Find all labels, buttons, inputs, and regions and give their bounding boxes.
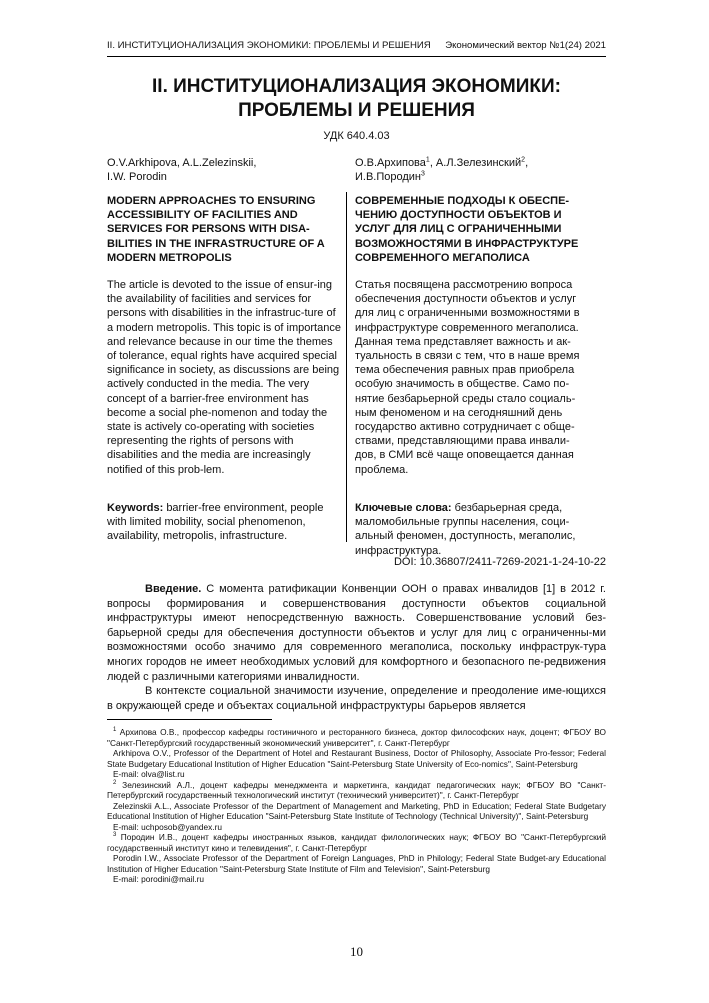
russian-author-separator: , [525,157,529,169]
body-paragraph-2: В контексте социальной значимости изучение, определение и преодоление име-ющихся в окружающей среде и объектах социальной инфраструктуры барьеров является [107,685,606,712]
body-text [107,582,606,713]
footnote-text: Porodin I.W., Associate Professor of the Department of Foreign Languages, PhD in Philology; Federal State Budget-ary Educational Institution of Higher Education "Saint-Petersburg State Institute of Film and Television", Saint-Petersburg [107,853,606,874]
russian-keywords-text: безбарьерная среда, маломобильные группы населения, соци-альный феномен, доступность, мегаполис, инфраструктура. [355,502,576,557]
footnote-text: Породин И.В., доцент кафедры иностранных языков, кандидат филологических наук; ФГБОУ ВО "Санкт-Петербургский государственный институт кино и телевидения", г. Санкт-Петербург [107,832,606,853]
russian-author-2: , А.Л.Зелезинский [429,157,522,169]
russian-keywords [355,501,591,558]
body-paragraph-1 [107,582,606,684]
footnote-line [107,748,606,769]
doi-link[interactable]: DOI: 10.36807/2411-7269-2021-1-24-10-22 [393,556,606,568]
russian-authors [355,156,591,194]
footnote-email[interactable]: E-mail: uchposob@yandex.ru [113,821,222,832]
footnote-line [107,874,606,885]
column-divider [346,192,347,542]
russian-abstract: Статья посвящена рассмотрению вопроса обеспечения доступности объектов и услуг для лиц с ограниченными возможностями в инфраструктуре современного мегаполиса. Данная тема представляет важность и ак-туальность в связи с тем, что в наше время тема обеспечения равных прав приобрела особую значимость в обществе. Само по-нятие безбарьерной среды стало социаль-ным феноменом и на сегодняшний день государство активно сотрудничает с обще-ствами, представляющими права инвали-дов, в СМИ всё чаще оповещается данная проблема. [355,279,580,476]
footnote-line [107,727,606,748]
footnote-line [107,832,606,853]
footnote-line [107,822,606,833]
english-keywords-label: Keywords: [107,502,164,514]
running-header [107,40,606,51]
running-header-journal: Экономический вектор №1(24) 2021 [445,40,606,51]
footnote-line [107,853,606,874]
footnote-line [107,780,606,801]
footnote-marker: 2 [113,779,117,786]
footnote-text: Arkhipova O.V., Professor of the Department of Hotel and Restaurant Business, Doctor of Philosophy, Associate Pro-fessor; Federal State Budgetary Educational Institution of Higher Education "Saint-Petersburg State University of Eco-nomics", Saint-Petersburg [107,748,606,769]
russian-article-title: СОВРЕМЕННЫЕ ПОДХОДЫ К ОБЕСПЕ-ЧЕНИЮ ДОСТУПНОСТИ ОБЪЕКТОВ И УСЛУГ ДЛЯ ЛИЦ С ОГРАНИЧЕННЫМИ ВОЗМОЖНОСТЯМИ В ИНФРАСТРУКТУРЕ СОВРЕМЕННОГО МЕГАПОЛИСА [355,195,579,264]
footnote-text: Зелезинский А.Л., доцент кафедры менеджмента и маркетинга, кандидат педагогических наук; ФГБОУ ВО "Санкт-Петербургский государственный технологический институт (технический университет)", г. Санкт-Петербург [107,779,606,800]
footnote-line [107,801,606,822]
english-article-title: MODERN APPROACHES TO ENSURING ACCESSIBILITY OF FACILITIES AND SERVICES FOR PERSONS WITH DISA-BILITIES IN THE INFRASTRUCTURE OF A MODERN METROPOLIS [107,195,325,264]
footnote-line [107,769,606,780]
page-number: 10 [350,944,363,959]
running-header-section: II. ИНСТИТУЦИОНАЛИЗАЦИЯ ЭКОНОМИКИ: ПРОБЛЕМЫ И РЕШЕНИЯ [107,40,431,51]
english-authors [107,156,343,194]
footnote-marker: 1 [113,727,117,734]
header-rule [107,56,606,57]
intro-label: Введение. [145,583,202,595]
udc-code: УДК 640.4.03 [323,130,390,142]
footnote-ref-3[interactable]: 3 [421,170,425,178]
russian-author-1: О.В.Архипова [355,157,426,169]
english-keywords [107,501,343,544]
footnote-ref-2[interactable]: 2 [521,156,526,164]
section-title-line2: ПРОБЛЕМЫ И РЕШЕНИЯ [238,100,475,121]
footnote-email[interactable]: E-mail: porodini@mail.ru [113,874,204,884]
footnote-marker: 3 [113,832,117,839]
russian-column [355,156,591,558]
footnotes [107,727,606,885]
russian-keywords-label: Ключевые слова: [355,502,452,514]
footnote-text: Zelezinskii A.L., Associate Professor of the Department of Management and Marketing, PhD in Education; Federal State Budgetary Educational Institution of Higher Education "Saint-Petersburg State Institute of Technology (Technical University)", Saint-Petersburg [107,800,606,821]
english-authors-line1: O.V.Arkhipova, A.L.Zelezinskii, [107,157,257,169]
section-title-line1: II. ИНСТИТУЦИОНАЛИЗАЦИЯ ЭКОНОМИКИ: [152,76,561,97]
section-title [107,75,606,123]
english-keywords-text: barrier-free environment, people with limited mobility, social phenomenon, availability, metropolis, infrastructure. [107,502,324,543]
english-authors-line2: I.W. Porodin [107,171,167,184]
footnote-text: Архипова О.В., профессор кафедры гостиничного и ресторанного бизнеса, доктор философских наук, доцент; ФГБОУ ВО "Санкт-Петербургский государственный экономический университет", г. Санкт-Петербург [107,727,606,748]
english-abstract: The article is devoted to the issue of ensur-ing the availability of facilities and services for persons with disabilities in the infrastruc-ture of a modern metropolis. This topic is of importance and relevance because in our time the themes of tolerance, equal rights have acquired special significance in society, as discussions are being actively conducted in the media. The very concept of a barrier-free environment has become a social phe-nomenon and today the state is actively co-operating with societies representing the rights of persons with disabilities and the media are increasingly notified of this prob-lem. [107,279,341,476]
russian-author-3: И.В.Породин [355,171,422,184]
english-column [107,156,343,544]
footnote-email[interactable]: E-mail: olva@list.ru [113,769,185,779]
footnote-rule [107,719,272,720]
footnote-ref-1[interactable]: 1 [425,156,430,164]
body-paragraph-1-text: С момента ратификации Конвенции ООН о правах инвалидов [1] в 2012 г. вопросы формирования и совершенствования доступности объектов социальной инфраструктуры имеют непосредственную важность. Совершенствование условий без-барьерной среды для обеспечения доступности объектов и услуг для лиц с ограниченны-ми возможностями особо значимо для современного мегаполиса, поскольку инфраструк-тура многих городов не имеет необходимых условий для комфортного и безопасного пе-редвижения людей с различными категориями инвалидности. [107,583,606,683]
